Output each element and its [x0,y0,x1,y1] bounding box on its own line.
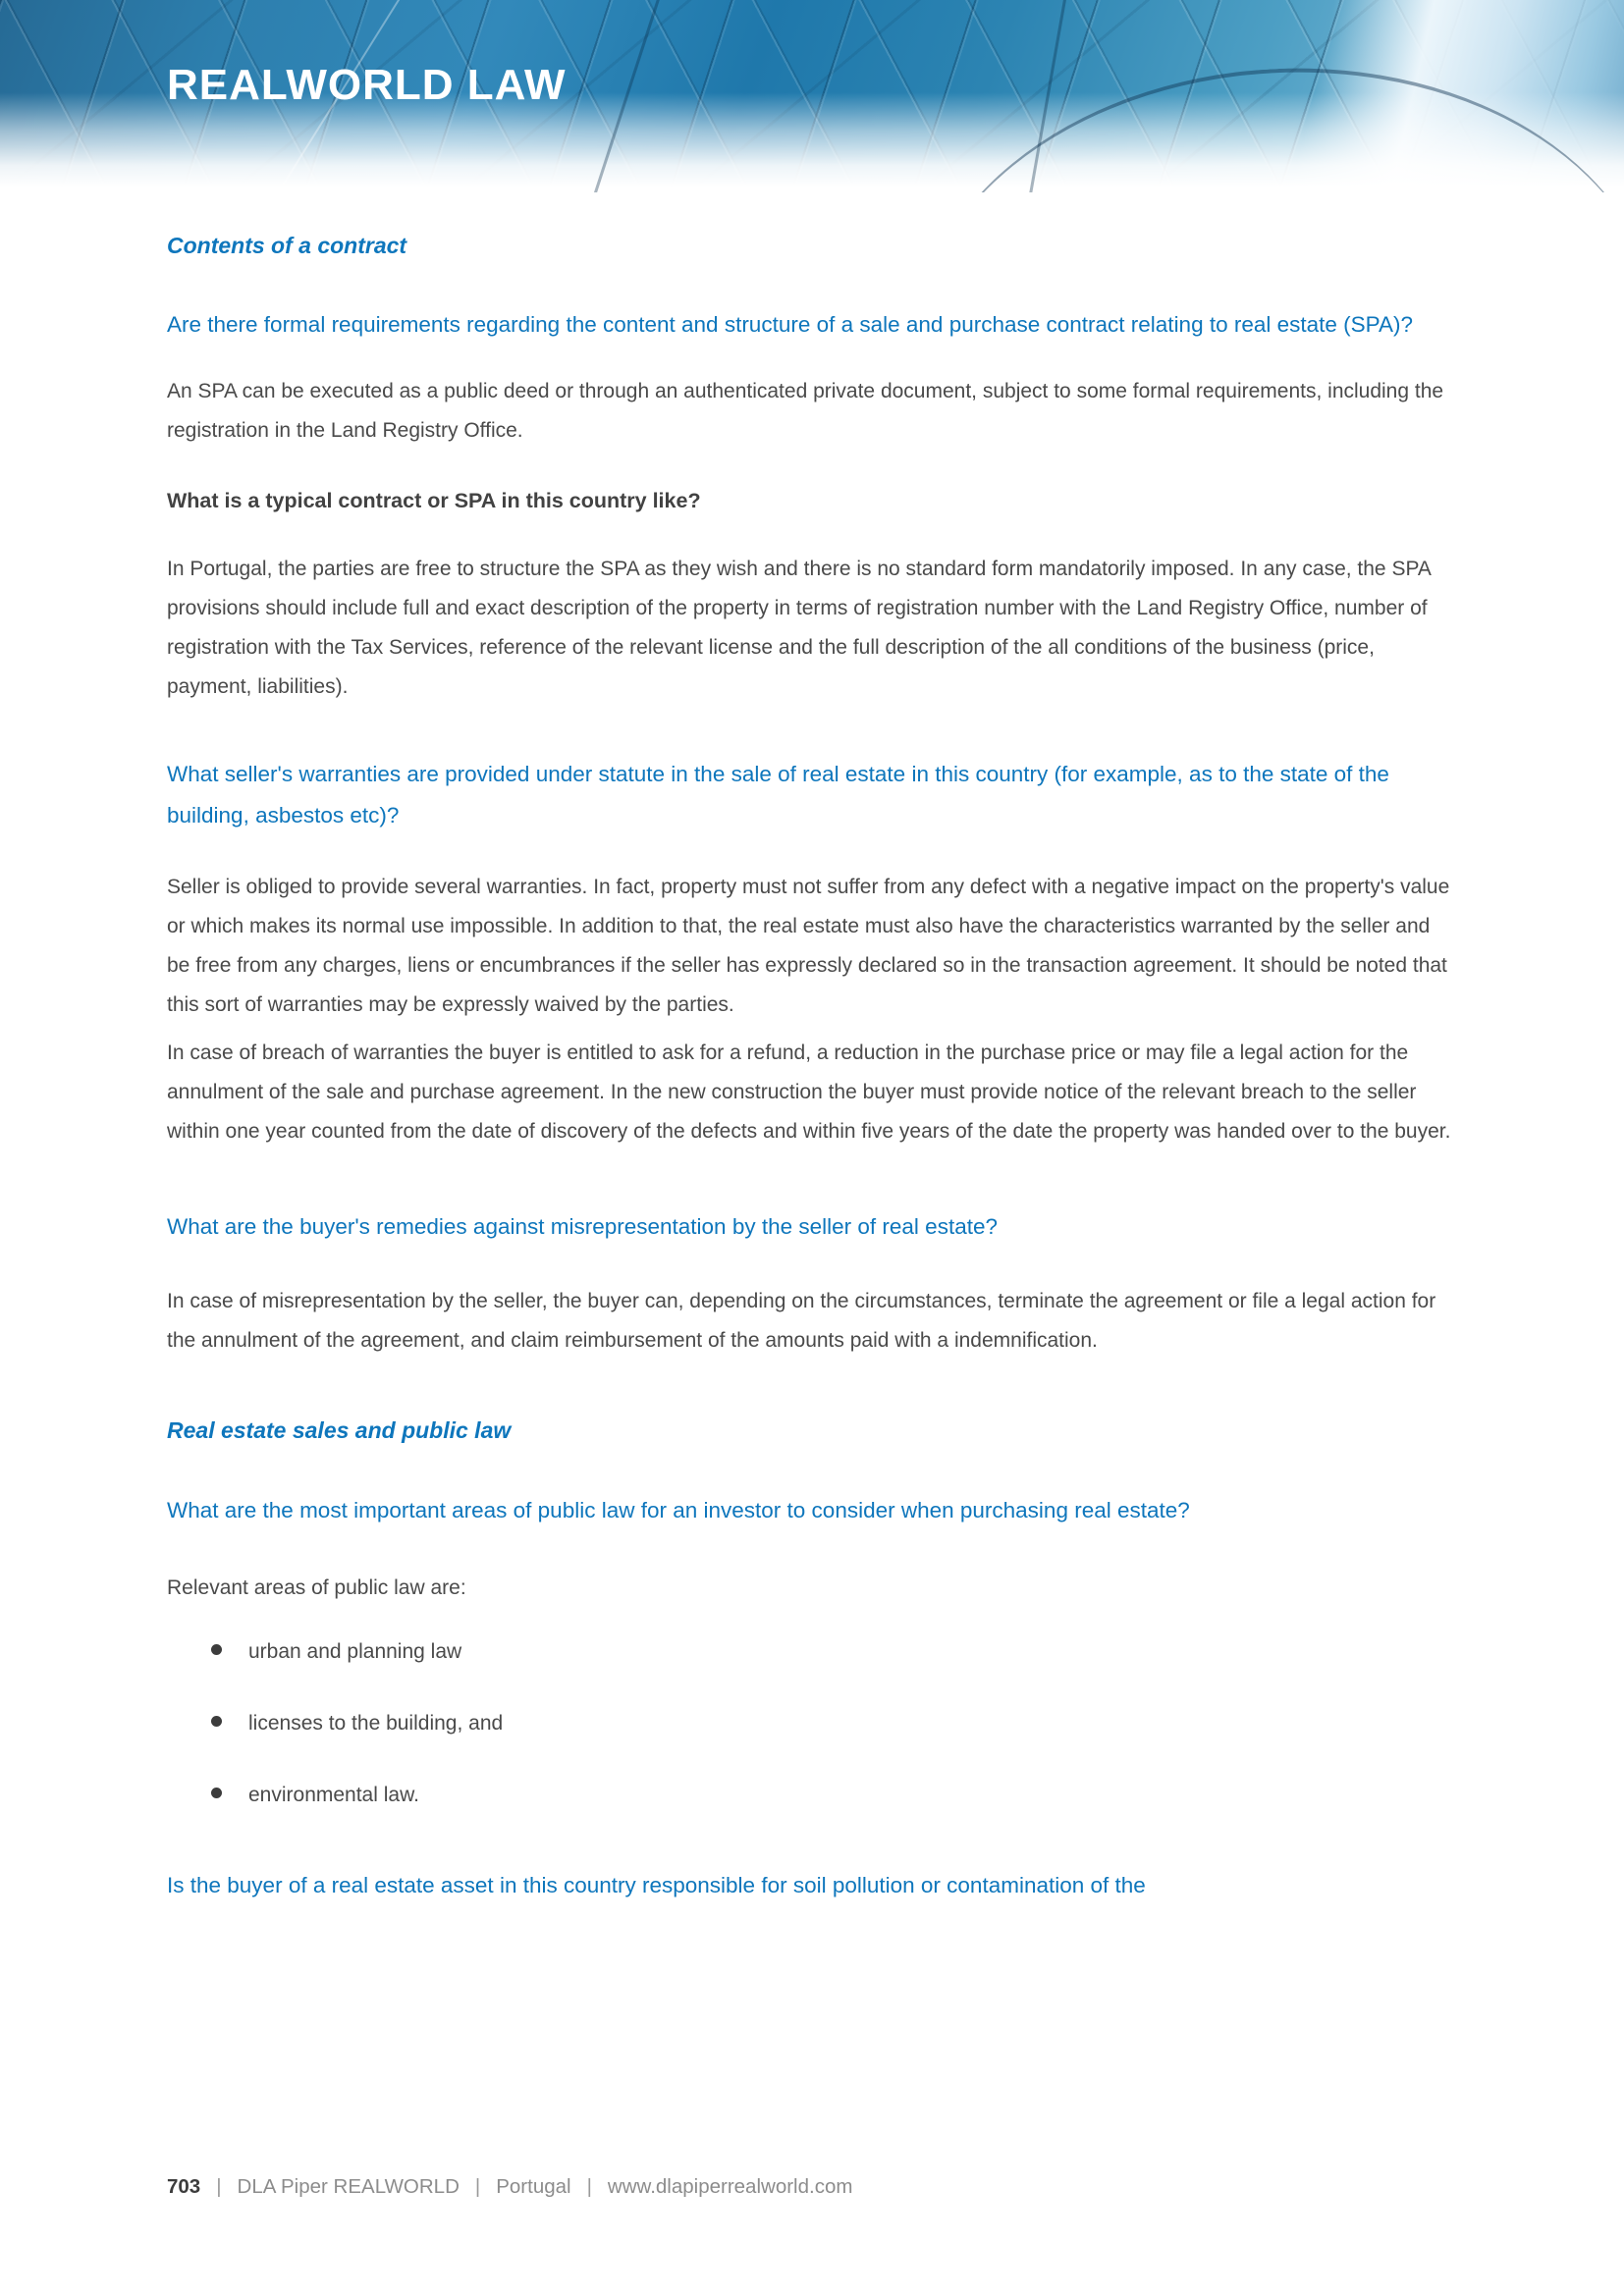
question-heading-seller-warranties: What seller's warranties are provided under statute in the sale of real estate in this country (for example, as to the state of the building, asbestos etc)? [167,762,1389,828]
list-item-label: urban and planning law [248,1640,462,1663]
list-item-label: environmental law. [248,1784,419,1806]
list-item [167,1704,1455,1743]
page-number: 703 [167,2175,201,2198]
bullet-dot-icon [211,1716,222,1727]
question-heading-areas-of-public-law: What are the most important areas of public law for an investor to consider when purchasing real estate? [167,1498,1190,1522]
section-heading-contents-of-a-contract: Contents of a contract [167,233,407,258]
paragraph: In case of misrepresentation by the seller, the buyer can, depending on the circumstances, terminate the agreement or file a legal action for the annulment of the agreement, and claim reimbursement of the amounts paid with a indemnification. [167,1290,1436,1352]
paragraph: In case of breach of warranties the buyer is entitled to ask for a refund, a reduction in the purchase price or may file a legal action for the annulment of the sale and purchase agreement. In the new construction the buyer must provide notice of the relevant breach to the seller within one year counted from the date of discovery of the defects and within five years of the date the property was handed over to the buyer. [167,1041,1451,1143]
list-item-label: licenses to the building, and [248,1712,504,1735]
paragraph: Seller is obliged to provide several warranties. In fact, property must not suffer from any defect with a negative impact on the property's value or which makes its normal use impossible. In addition to that, the real estate must also have the characteristics warranted by the seller and be free from any charges, liens or encumbrances if the seller has expressly declared so in the transaction agreement. It should be noted that this sort of warranties may be expressly waived by the parties. [167,876,1450,1016]
bullet-list [167,1632,1455,1815]
paragraph: An SPA can be executed as a public deed or through an authenticated private document, subject to some formal requirements, including the registration in the Land Registry Office. [167,380,1444,442]
subquestion-heading-typical-contract: What is a typical contract or SPA in this country like? [167,489,701,512]
section-heading-real-estate-sales-public-law: Real estate sales and public law [167,1417,512,1443]
footer-separator: | [216,2175,222,2198]
footer-separator: | [474,2175,481,2198]
question-heading-formal-requirements: Are there formal requirements regarding the content and structure of a sale and purchase contract relating to real estate (SPA)? [167,312,1414,337]
glass-building-art [899,49,1624,192]
footer-separator: | [586,2175,592,2198]
list-item [167,1632,1455,1672]
question-heading-buyer-remedies: What are the buyer's remedies against misrepresentation by the seller of real estate? [167,1214,998,1239]
paragraph: Relevant areas of public law are: [167,1576,466,1599]
bullet-dot-icon [211,1788,222,1798]
brand-title: REALWORLD LAW [167,61,567,109]
header-banner [0,0,1624,192]
paragraph: In Portugal, the parties are free to structure the SPA as they wish and there is no standard form mandatorily imposed. In any case, the SPA provisions should include full and exact description of the property in terms of registration number with the Land Registry Office, number of registration with the Tax Services, reference of the relevant license and the full description of the all conditions of the business (price, payment, liabilities). [167,558,1431,698]
footer-brand: DLA Piper REALWORLD [237,2175,460,2198]
footer-country: Portugal [496,2175,571,2198]
footer-url: www.dlapiperrealworld.com [607,2175,853,2198]
bullet-dot-icon [211,1644,222,1655]
question-heading-soil-pollution: Is the buyer of a real estate asset in this country responsible for soil pollution or contamination of the [167,1873,1146,1897]
list-item [167,1776,1455,1815]
page-content [0,226,1624,1906]
page-footer [167,2169,852,2205]
